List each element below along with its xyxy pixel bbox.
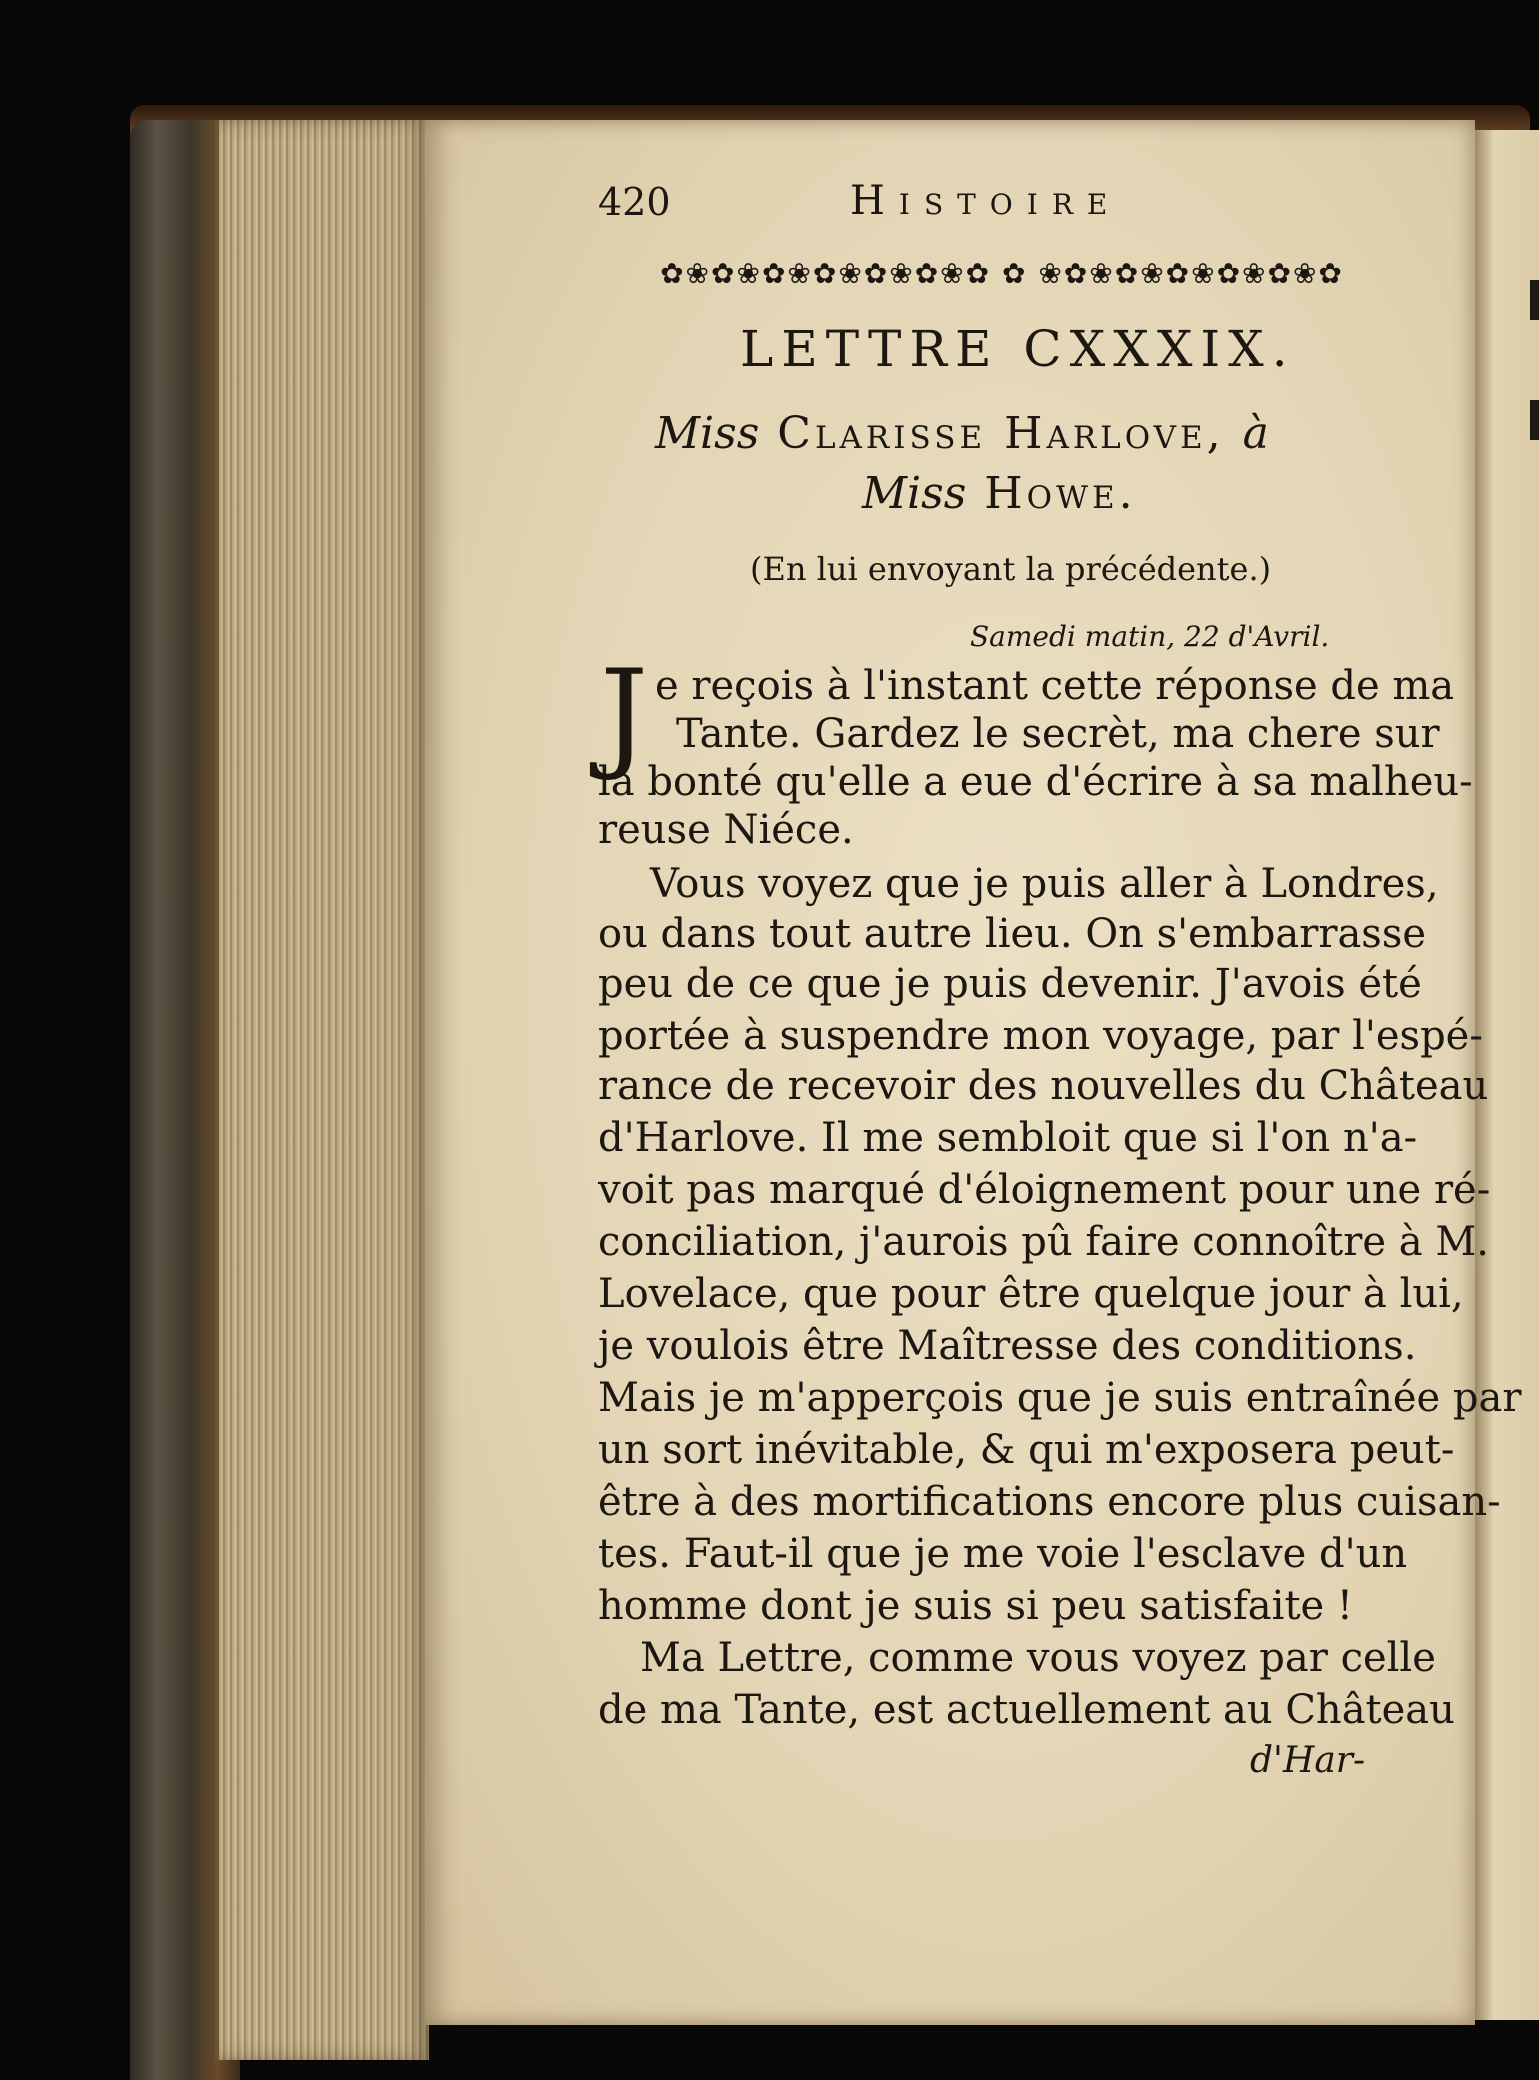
text-line: voit pas marqué d'éloignement pour une ré- (598, 1167, 1491, 1213)
text-line: Tante. Gardez le secrèt, ma chere sur (676, 711, 1440, 757)
drop-cap: J (600, 645, 649, 784)
running-title: Histoire (850, 178, 1122, 224)
text-line: Lovelace, que pour être quelque jour à lui, (598, 1271, 1464, 1317)
text-line: Mais je m'apperçois que je suis entraînée par (598, 1375, 1522, 1421)
text-line: homme dont je suis si peu satisfaite ! (598, 1583, 1353, 1629)
text-line: être à des mortifications encore plus cuisan- (598, 1479, 1501, 1525)
facing-page-letter-fragment (1530, 400, 1539, 440)
addr2-name: Howe. (984, 468, 1137, 519)
text-line: peu de ce que je puis devenir. J'avois été (598, 961, 1422, 1007)
text-line: d'Harlove. Il me sembloit que si l'on n'a- (598, 1115, 1418, 1161)
addr1-prefix: Miss (655, 408, 760, 459)
letter-address-line1 (655, 408, 1269, 459)
page-edges (215, 120, 429, 2060)
text-line: de ma Tante, est actuellement au Château (598, 1687, 1455, 1733)
ornament-rule: ✿❀✿❀✿❀✿❀✿❀✿❀✿ ✿ ❀✿❀✿❀✿❀✿❀✿❀✿ (660, 258, 1344, 290)
text-line: rance de recevoir des nouvelles du Château (598, 1063, 1489, 1109)
text-line: e reçois à l'instant cette réponse de ma (655, 663, 1455, 709)
text-line: je voulois être Maîtresse des conditions. (598, 1323, 1417, 1369)
text-line: ou dans tout autre lieu. On s'embarrasse (598, 911, 1427, 957)
letter-address-line2 (862, 468, 1137, 519)
text-line: la bonté qu'elle a eue d'écrire à sa malheu- (598, 759, 1473, 805)
text-line: conciliation, j'aurois pû faire connoître à M. (598, 1219, 1489, 1265)
text-line: portée à suspendre mon voyage, par l'espé- (598, 1013, 1483, 1059)
letter-title: LETTRE CXXXIX. (740, 320, 1296, 378)
text-line: tes. Faut-il que je me voie l'esclave d'un (598, 1531, 1408, 1577)
letter-note: (En lui envoyant la précédente.) (750, 550, 1272, 588)
catchword: d'Har- (1250, 1740, 1366, 1781)
addr2-prefix: Miss (862, 468, 967, 519)
letter-dateline: Samedi matin, 22 d'Avril. (970, 620, 1330, 653)
addr1-name: Clarisse Harlove, (777, 408, 1225, 459)
text-line: reuse Niéce. (598, 807, 854, 853)
text-line: un sort inévitable, & qui m'exposera peut- (598, 1427, 1455, 1473)
addr1-suffix: à (1242, 408, 1269, 459)
facing-page-letter-fragment (1530, 280, 1539, 320)
page-number: 420 (598, 180, 671, 224)
text-line: Ma Lettre, comme vous voyez par celle (640, 1635, 1436, 1681)
text-line: Vous voyez que je puis aller à Londres, (650, 861, 1439, 907)
